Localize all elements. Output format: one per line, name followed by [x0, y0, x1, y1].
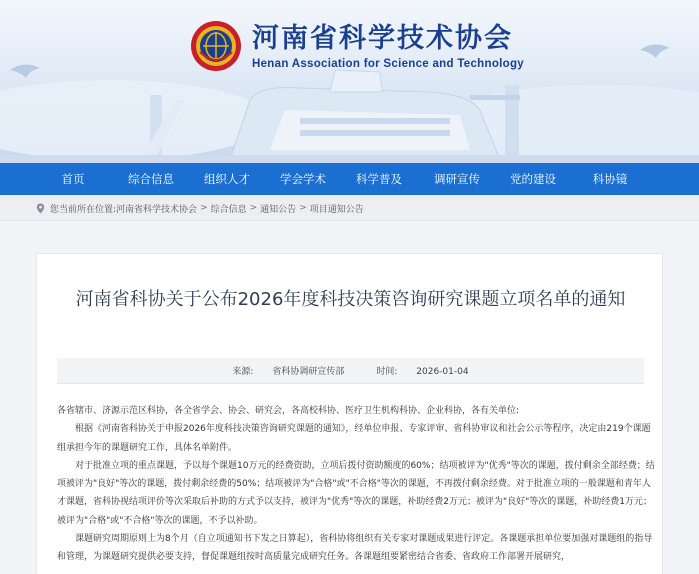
- article-paragraph: 对于批准立项的重点课题，予以每个课题10万元的经费资助，立项后拨付资助额度的60%；结项被评为"优秀"等次的课题，拨付剩余全部经费；结项被评为"良好"等次的课题，拨付剩余经费的50%；结项被评为"合格"或"不合格"等次的课题，不再拨付剩余经费。对于批准立项的一般课题和青年人才课题，省科协视结项评价等次采取后补助的方式予以支持，被评为"优秀"等次的课题，补助经费2万元；被评为"良好"等次的课题，补助经费1万元；被评为"合格"或"不合格"等次的课题，不予以补助。: [57, 460, 655, 526]
- main-nav: [0, 163, 699, 195]
- breadcrumb: [36, 195, 364, 221]
- article-source: [224, 364, 352, 377]
- nav-item-organization[interactable]: 组织人才: [204, 172, 250, 186]
- article-paragraph: 各省辖市、济源示范区科协，各全省学会、协会、研究会，各高校科协、医疗卫生机构科协、企业科协，各有关单位:: [57, 406, 520, 416]
- nav-item-home[interactable]: 首页: [61, 172, 85, 186]
- nav-item-science-popularization[interactable]: 科学普及: [356, 172, 402, 186]
- nav-item-research-publicity[interactable]: 调研宣传: [434, 172, 480, 186]
- breadcrumb-prefix: 您当前所在位置:: [50, 204, 117, 215]
- article-title: 河南省科协关于公布2026年度科技决策咨询研究课题立项名单的通知: [75, 289, 626, 310]
- breadcrumb-separator: >: [249, 203, 258, 213]
- article-paragraph: 根据《河南省科协关于申报2026年度科技决策咨询研究课题的通知》，经单位申报、专家评审、省科协审议和社会公示等程序，决定由219个课题组承担今年的课题研究工作，具体名单附件。: [57, 424, 651, 453]
- time-value: 2026-01-04: [416, 367, 469, 377]
- nav-item-academic[interactable]: 学会学术: [280, 172, 326, 186]
- article-body: [57, 402, 655, 567]
- source-value: 省科协调研宣传部: [272, 367, 345, 377]
- breadcrumb-separator: >: [299, 203, 307, 213]
- article-card: [36, 253, 663, 574]
- hast-emblem-icon: [190, 20, 242, 72]
- site-logo[interactable]: [190, 20, 524, 72]
- breadcrumb-bar: [0, 195, 699, 221]
- nav-item-mirror[interactable]: 科协镜: [592, 172, 628, 186]
- breadcrumb-item-project-notices[interactable]: 项目通知公告: [309, 204, 364, 215]
- nav-item-party-building[interactable]: 党的建设: [510, 172, 556, 186]
- site-banner: [0, 0, 699, 163]
- breadcrumb-item-notices[interactable]: 通知公告: [260, 204, 297, 215]
- article-meta: [57, 358, 644, 384]
- breadcrumb-item-general-info[interactable]: 综合信息: [210, 204, 247, 215]
- breadcrumb-item-home[interactable]: 河南省科学技术协会: [116, 204, 198, 215]
- time-label: 时间:: [376, 367, 398, 377]
- article-time: [368, 364, 476, 377]
- site-title-cn: 河南省科学技术协会: [252, 23, 513, 54]
- article-paragraph: 课题研究周期原则上为8个月（自立项通知书下发之日算起），省科协将组织有关专家对课题成果进行评定。各课题承担单位要加强对课题组的指导和管理，为课题研究提供必要支持，督促课题组按时高质量完成研究任务。各课题组要紧密结合省委、省政府工作部署开展研究，: [57, 534, 653, 563]
- source-label: 来源:: [232, 367, 254, 377]
- nav-item-general-info[interactable]: 综合信息: [128, 172, 174, 186]
- breadcrumb-separator: >: [200, 203, 208, 213]
- site-title-en: Henan Association for Science and Technology: [252, 58, 524, 70]
- location-pin-icon: [36, 203, 45, 214]
